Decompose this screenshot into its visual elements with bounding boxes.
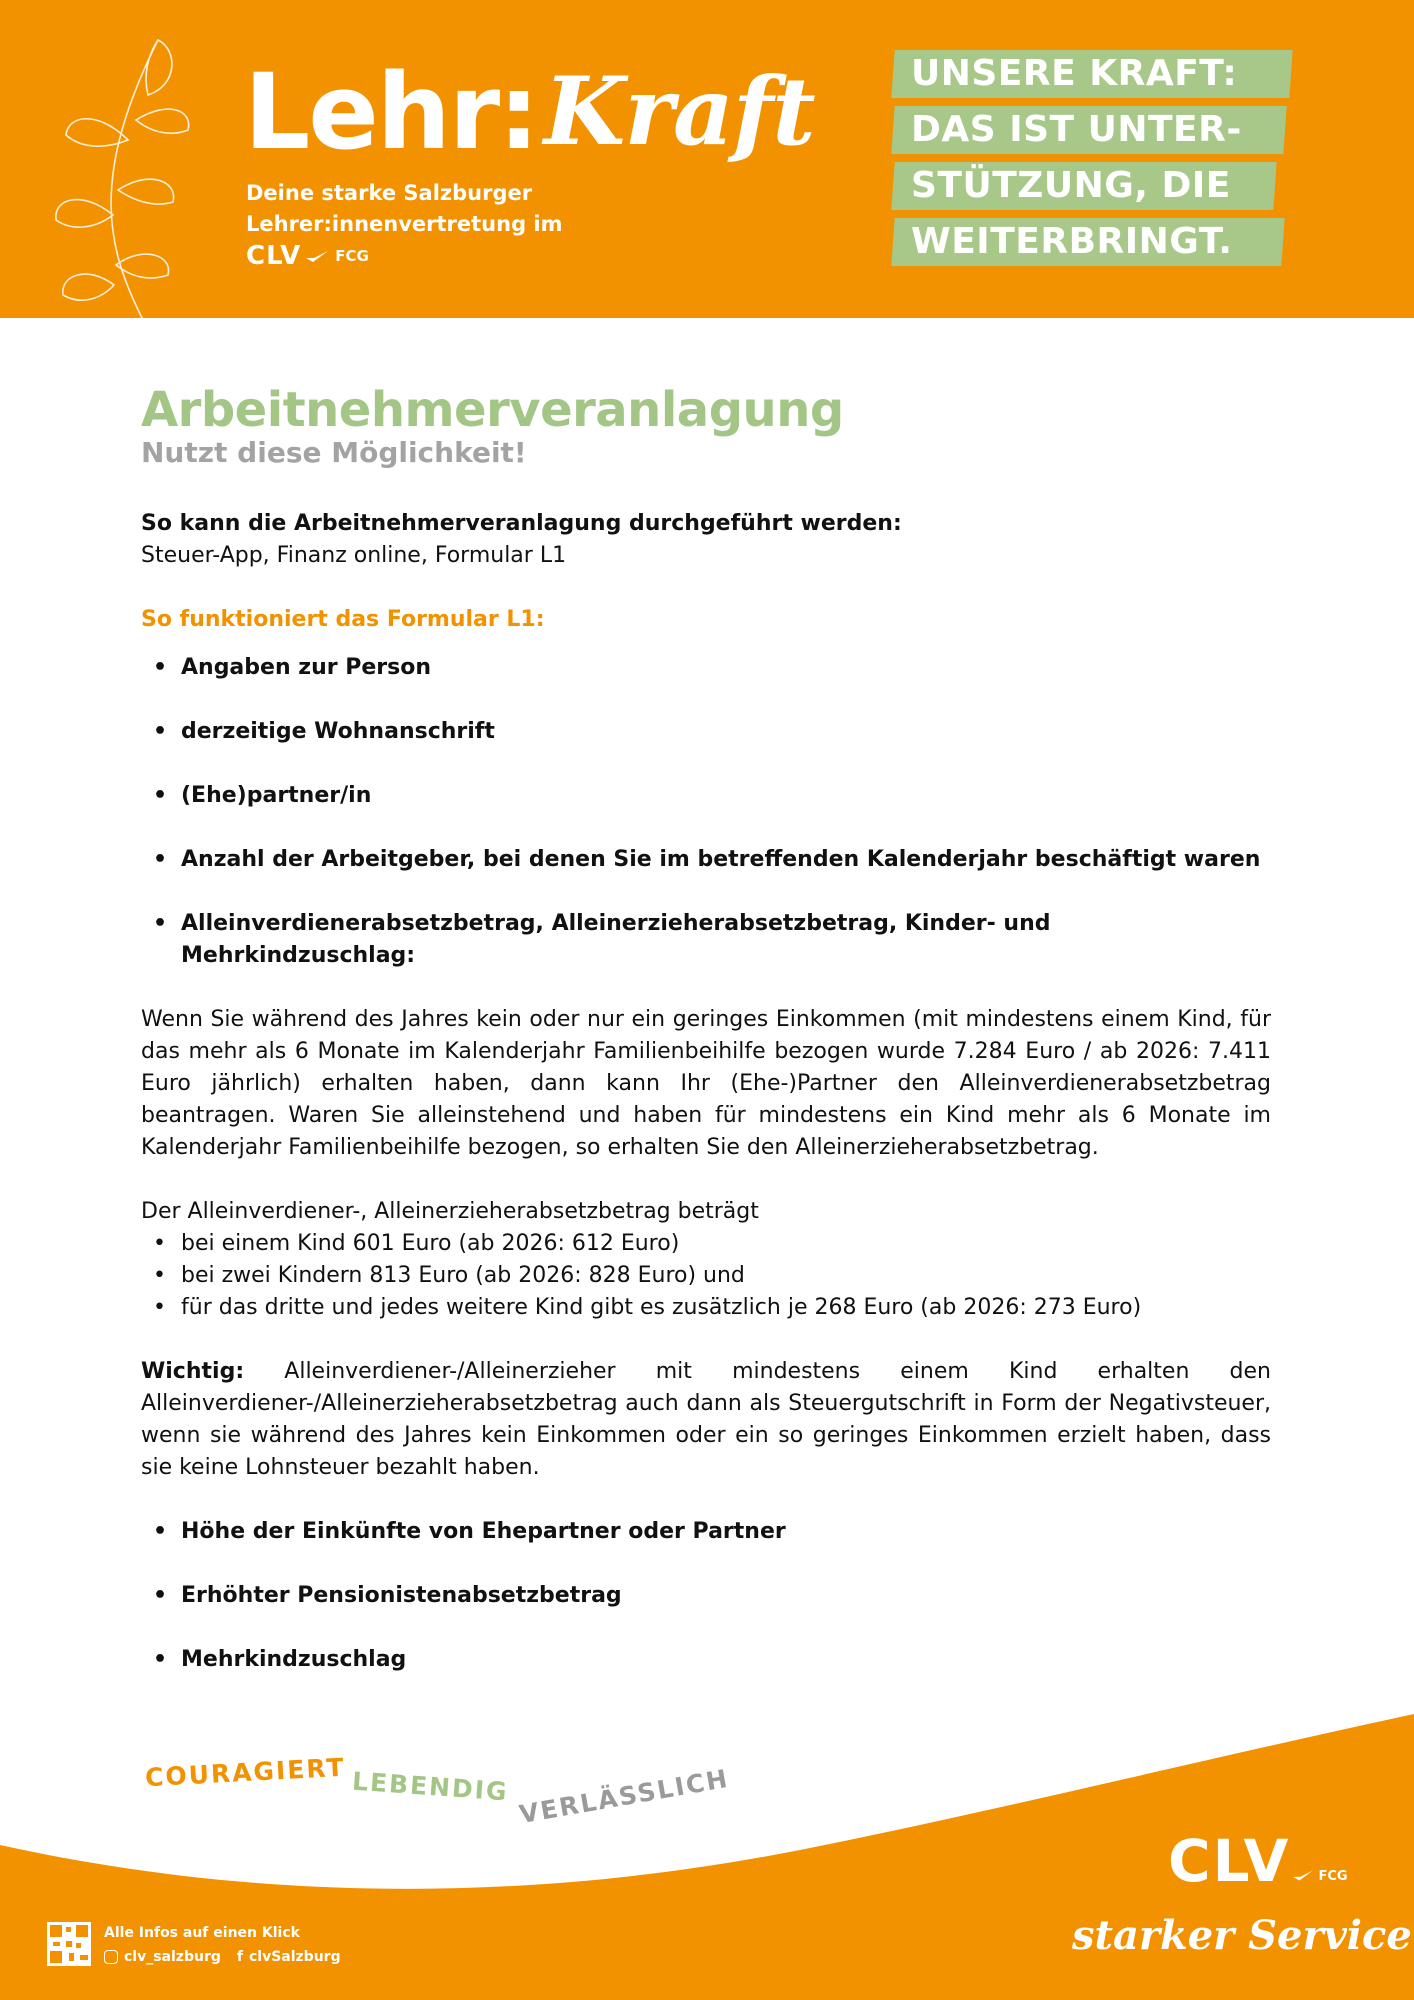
- lehrkraft-logo: [244, 52, 815, 172]
- amount-intro: Der Alleinverdiener-, Alleinerzieherabsetzbetrag beträgt: [141, 1199, 759, 1224]
- header-clv-logo: [246, 241, 369, 271]
- page-subtitle: Nutzt diese Möglichkeit!: [141, 436, 527, 469]
- qr-code-icon[interactable]: [47, 1922, 91, 1966]
- main-content: [141, 380, 1271, 1676]
- checkmark-icon: [1292, 1868, 1314, 1882]
- list-item: • Mehrkindzuschlag: [141, 1644, 1271, 1676]
- value-word-couragiert: COURAGIERT: [144, 1752, 347, 1793]
- instagram-icon: [104, 1950, 118, 1964]
- list-item: • (Ehe)partner/in: [141, 780, 1271, 812]
- slogan-block: [893, 50, 1293, 274]
- header-banner: [0, 0, 1414, 318]
- list-item: • Alleinverdienerabsetzbetrag, Alleinerzieherabsetzbetrag, Kinder- und Mehrkindzuschlag:: [141, 908, 1271, 972]
- facebook-icon: f: [236, 1949, 243, 1965]
- list-item: • Anzahl der Arbeitgeber, bei denen Sie im betreffenden Kalenderjahr beschäftigt waren: [141, 844, 1271, 876]
- how-heading: So kann die Arbeitnehmerveranlagung durchgeführt werden:: [141, 511, 902, 536]
- header-clv-text: CLV: [246, 241, 302, 271]
- tagline-line-2: Lehrer:innenvertretung im: [246, 212, 563, 236]
- wichtig-paragraph: [141, 1356, 1271, 1484]
- slogan-line: STÜTZUNG, DIE: [893, 162, 1293, 210]
- logo-lehr: Lehr:: [244, 51, 538, 173]
- value-word-lebendig: LEBENDIG: [351, 1766, 510, 1807]
- footer-service-slogan: starker Service: [1072, 1912, 1412, 1959]
- list-item: • bei einem Kind 601 Euro (ab 2026: 612 Euro): [141, 1228, 1271, 1260]
- page-title: Arbeitnehmerveranlagung: [141, 382, 844, 438]
- tagline-line-1: Deine starke Salzburger: [246, 181, 533, 205]
- wichtig-label: Wichtig:: [141, 1359, 245, 1384]
- list-item: • Angaben zur Person: [141, 652, 1271, 684]
- footer-fcg-text: FCG: [1318, 1869, 1348, 1884]
- instagram-handle[interactable]: clv_salzburg: [124, 1949, 221, 1965]
- wichtig-text: Alleinverdiener-/Alleinerzieher mit mindestens einem Kind erhalten den Alleinverdiener-/Alleinerzieherabsetzbetrag auch dann als Steuergutschrift in Form der Negativsteuer, wenn sie während des Jahres kein Einkommen oder ein so geringes Einkommen erzielt haben, dass sie keine Lohnsteuer bezahlt haben.: [141, 1359, 1271, 1480]
- footer-clv-logo: [1168, 1827, 1348, 1895]
- amount-list: [141, 1228, 1271, 1324]
- checkmark-icon: [305, 249, 329, 263]
- facebook-handle[interactable]: clvSalzburg: [248, 1949, 341, 1965]
- list-item: • für das dritte und jedes weitere Kind gibt es zusätzlich je 268 Euro (ab 2026: 273 Euro): [141, 1292, 1271, 1324]
- list-item: • Erhöhter Pensionistenabsetzbetrag: [141, 1580, 1271, 1612]
- footer-clv-text: CLV: [1168, 1827, 1291, 1895]
- list-item: • bei zwei Kindern 813 Euro (ab 2026: 828 Euro) und: [141, 1260, 1271, 1292]
- info-title: Alle Infos auf einen Klick: [104, 1925, 300, 1941]
- social-links: [104, 1948, 341, 1966]
- more-items-list: [141, 1516, 1271, 1676]
- slogan-line: UNSERE KRAFT:: [893, 50, 1293, 98]
- slogan-line: DAS IST UNTER-: [893, 106, 1293, 154]
- list-item: • Höhe der Einkünfte von Ehepartner oder Partner: [141, 1516, 1271, 1548]
- paragraph-alleinverdiener: Wenn Sie während des Jahres kein oder nur ein geringes Einkommen (mit mindestens einem Kind, für das mehr als 6 Monate im Kalenderjahr Familienbeihilfe bezogen wurde 7.284 Euro / ab 2026: 7.411 Euro jährlich) erhalten haben, dann kann Ihr (Ehe-)Partner den Alleinverdienerabsetzbetrag beantragen. Waren Sie alleinstehend und haben für mindestens ein Kind mehr als 6 Monate im Kalenderjahr Familienbeihilfe bezogen, so erhalten Sie den Alleinerzieherabsetzbetrag.: [141, 1007, 1271, 1160]
- list-item: • derzeitige Wohnanschrift: [141, 716, 1271, 748]
- form-heading: So funktioniert das Formular L1:: [141, 607, 545, 632]
- slogan-line: WEITERBRINGT.: [893, 218, 1293, 266]
- how-text: Steuer-App, Finanz online, Formular L1: [141, 543, 567, 568]
- value-word-verlaesslich: VERLÄSSLICH: [517, 1763, 732, 1830]
- leaf-branch-icon: [48, 30, 198, 318]
- logo-tagline: [246, 178, 563, 240]
- logo-kraft: Kraft: [543, 57, 815, 167]
- form-items-list: [141, 652, 1271, 972]
- header-fcg-text: FCG: [335, 247, 369, 265]
